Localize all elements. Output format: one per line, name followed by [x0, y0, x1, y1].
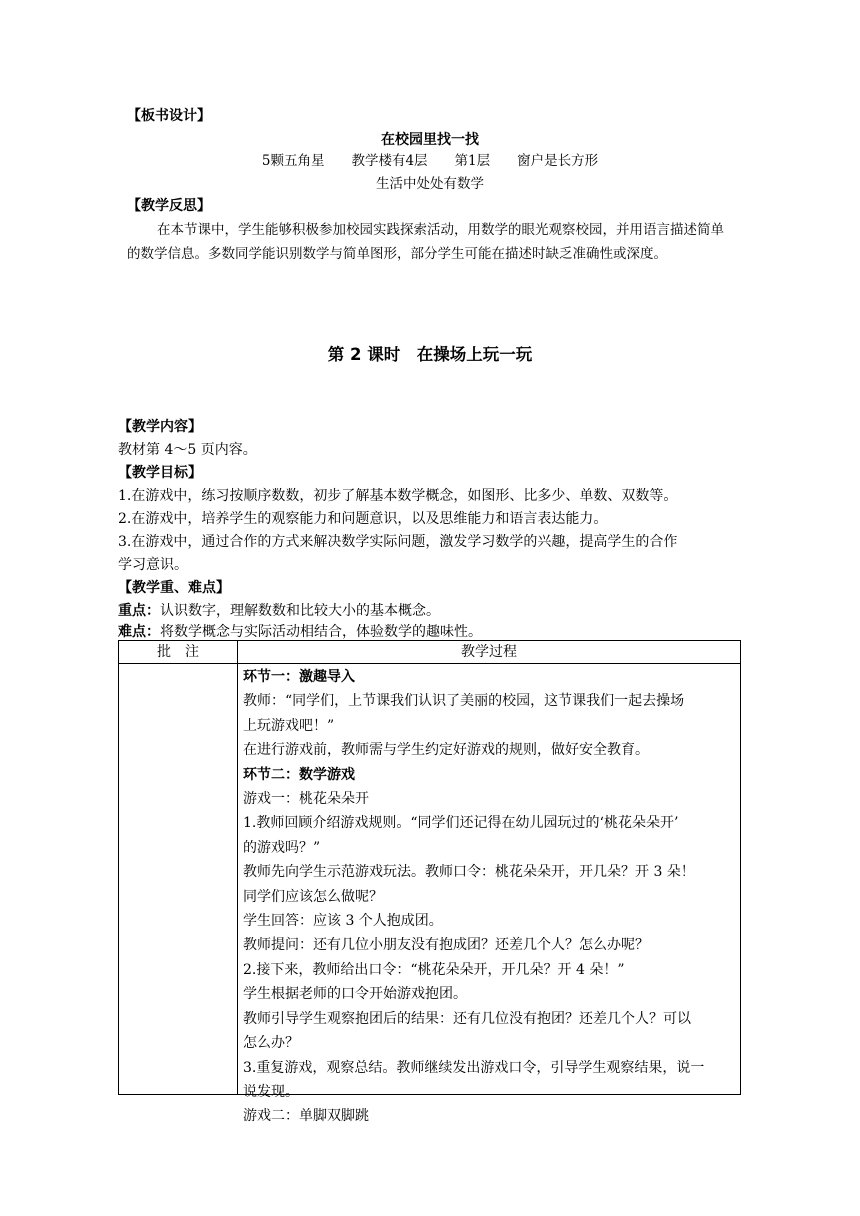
key-point-text: 认识数字，理解数数和比较大小的基本概念。	[160, 603, 440, 619]
process-line: 在进行游戏前，教师需与学生约定好游戏的规则，做好安全教育。	[243, 742, 649, 759]
difficult-point	[118, 622, 482, 642]
process-cell	[243, 665, 737, 1129]
key-point-label: 重点：	[118, 603, 160, 619]
process-line: 教师：“同学们，上节课我们认识了美丽的校园，这节课我们一起去操场	[243, 693, 685, 710]
difficult-point-label: 难点：	[118, 624, 160, 640]
key-point	[118, 601, 440, 621]
process-line: 学生根据老师的口令开始游戏抱团。	[243, 986, 467, 1003]
difficult-point-text: 将数学概念与实际活动相结合，体验数学的趣味性。	[160, 624, 482, 640]
board-design-row: 5颗五角星 教学楼有4层 第1层 窗户是长方形	[261, 153, 599, 169]
table-column-divider	[237, 641, 238, 1094]
board-design-heading: 【板书设计】	[127, 108, 211, 124]
board-design-summary: 生活中处处有数学	[376, 176, 484, 192]
process-line: 1.教师回顾介绍游戏规则。“同学们还记得在幼儿园玩过的‘桃花朵朵开’	[243, 815, 679, 832]
process-line: 游戏二：单脚双脚跳	[243, 1108, 369, 1125]
goal-2: 2.在游戏中，培养学生的观察能力和问题意识，以及思维能力和语言表达能力。	[118, 511, 608, 527]
process-line: 学生回答：应该 3 个人抱成团。	[243, 913, 443, 930]
process-column-header: 教学过程	[461, 644, 517, 660]
notes-column-header: 批 注	[157, 644, 199, 660]
process-line: 游戏一：桃花朵朵开	[243, 791, 369, 808]
reflection-text: 在本节课中，学生能够积极参加校园实践探索活动，用数学的眼光观察校园，并用语言描述简单的数学信息。多数同学能识别数学与简单图形，部分学生可能在描述时缺乏准确性或深度。	[127, 222, 724, 262]
teaching-process-table	[118, 640, 741, 1125]
goal-3-line-1: 3.在游戏中，通过合作的方式来解决数学实际问题，激发学习数学的兴趣，提高学生的合作	[118, 534, 678, 550]
process-line: 怎么办？	[243, 1035, 299, 1052]
process-line: 的游戏吗？”	[243, 839, 321, 856]
goal-3-line-2: 学习意识。	[118, 557, 188, 573]
reflection-heading: 【教学反思】	[127, 198, 211, 214]
process-line: 3.重复游戏，观察总结。教师继续发出游戏口令，引导学生观察结果，说一	[243, 1059, 705, 1076]
content-text: 教材第 4～5 页内容。	[118, 442, 257, 458]
section-heading: 环节二：数学游戏	[243, 766, 355, 783]
process-line: 教师提问：还有几位小朋友没有抱成团？还差几个人？怎么办呢？	[243, 937, 649, 954]
process-line: 教师引导学生观察抱团后的结果：还有几位没有抱团？还差几个人？可以	[243, 1010, 691, 1027]
process-line: 同学们应该怎么做呢？	[243, 888, 383, 905]
goal-1: 1.在游戏中，练习按顺序数数，初步了解基本数学概念，如图形、比多少、单数、双数等。	[118, 488, 678, 504]
goals-heading: 【教学目标】	[118, 465, 202, 481]
content-heading: 【教学内容】	[118, 419, 202, 435]
lesson-title: 第 2 课时 在操场上玩一玩	[327, 345, 533, 364]
key-points-heading: 【教学重、难点】	[118, 580, 230, 596]
process-line: 教师先向学生示范游戏玩法。教师口令：桃花朵朵开，开几朵？开 3 朵！	[243, 864, 695, 881]
process-line: 上玩游戏吧！”	[243, 717, 335, 734]
board-design-title: 在校园里找一找	[381, 132, 479, 148]
process-line: 2.接下来，教师给出口令：“桃花朵朵开，开几朵？开 4 朵！”	[243, 961, 625, 978]
process-line: 说发现。	[243, 1083, 299, 1100]
section-heading: 环节一：激趣导入	[243, 669, 355, 685]
